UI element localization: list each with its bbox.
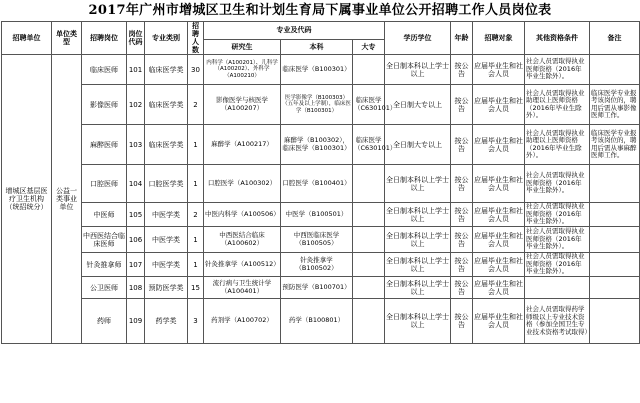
cell-graduate: 口腔医学（A100302） (204, 165, 281, 203)
cell-category: 临床医学类 (145, 125, 188, 165)
cell-category: 口腔医学类 (145, 165, 188, 203)
cell-graduate: 中西医结合临床（A100602） (204, 227, 281, 253)
cell-age: 按公告 (451, 55, 473, 85)
cell-code: 108 (127, 277, 145, 299)
cell-code: 104 (127, 165, 145, 203)
cell-education: 全日制本科以上学士以上 (385, 253, 451, 277)
cell-education: 全日制大专以上 (385, 125, 451, 165)
header-unit: 招聘单位 (2, 22, 52, 55)
cell-target: 应届毕业生和社会人员 (473, 55, 525, 85)
cell-target: 应届毕业生和社会人员 (473, 227, 525, 253)
cell-target: 应届毕业生和社会人员 (473, 277, 525, 299)
cell-other (525, 277, 590, 299)
cell-target: 应届毕业生和社会人员 (473, 203, 525, 227)
header-education: 学历学位 (385, 22, 451, 55)
header-position: 招聘岗位 (82, 22, 127, 55)
cell-college (353, 277, 385, 299)
cell-college: 临床医学（C630101） (353, 125, 385, 165)
cell-college (353, 299, 385, 344)
cell-target: 应届毕业生和社会人员 (473, 253, 525, 277)
cell-count: 1 (188, 165, 204, 203)
cell-code: 106 (127, 227, 145, 253)
cell-other: 社会人员需取得执业医师资格（2016年毕业生除外）。 (525, 253, 590, 277)
cell-graduate: 影像医学与核医学（A100207） (204, 85, 281, 125)
cell-college (353, 203, 385, 227)
table-row (2, 85, 640, 125)
cell-age: 按公告 (451, 253, 473, 277)
cell-graduate: 麻醉学（A100217） (204, 125, 281, 165)
cell-college (353, 227, 385, 253)
cell-age: 按公告 (451, 203, 473, 227)
header-major-group: 专业及代码 (204, 22, 385, 40)
cell-category: 中医学类 (145, 203, 188, 227)
cell-other: 社会人员需取得执业医师资格（2016年毕业生除外）。 (525, 165, 590, 203)
header-position-code: 岗位代码 (127, 22, 145, 55)
cell-note (590, 227, 640, 253)
cell-position: 中西医结合临床医师 (82, 227, 127, 253)
cell-target: 应届毕业生和社会人员 (473, 125, 525, 165)
cell-bachelor: 中医学（B100501） (281, 203, 353, 227)
cell-bachelor: 针灸推拿学（B100502） (281, 253, 353, 277)
cell-graduate: 内科学（A100201）、儿科学（A100202）、外科学（A100210） (204, 55, 281, 85)
header-target: 招聘对象 (473, 22, 525, 55)
cell-bachelor: 中西医临床医学（B100505） (281, 227, 353, 253)
cell-education: 全日制大专以上 (385, 85, 451, 125)
cell-college (353, 165, 385, 203)
cell-count: 30 (188, 55, 204, 85)
cell-note: 临床医学专业报考该岗位的，聘用后需从事影像医师工作。 (590, 85, 640, 125)
cell-count: 1 (188, 227, 204, 253)
table-row (2, 165, 640, 203)
cell-target: 应届毕业生和社会人员 (473, 85, 525, 125)
cell-education: 全日制本科以上学士以上 (385, 277, 451, 299)
table-row (2, 203, 640, 227)
cell-position: 麻醉医师 (82, 125, 127, 165)
cell-age: 按公告 (451, 277, 473, 299)
header-count: 招聘人数 (188, 22, 204, 55)
cell-education: 全日制本科以上学士以上 (385, 227, 451, 253)
cell-note: 临床医学专业报考该岗位的，聘用后需从事麻醉医师工作。 (590, 125, 640, 165)
cell-count: 2 (188, 203, 204, 227)
cell-note (590, 55, 640, 85)
header-college: 大专 (353, 39, 385, 54)
cell-target: 应届毕业生和社会人员 (473, 165, 525, 203)
table-row (2, 227, 640, 253)
cell-target: 应届毕业生和社会人员 (473, 299, 525, 344)
cell-other: 社会人员需取得药学师级以上专业技术资格（参加全国卫生专业技术资格考试取得） (525, 299, 590, 344)
cell-age: 按公告 (451, 299, 473, 344)
cell-bachelor: 临床医学（B100301） (281, 55, 353, 85)
cell-count: 2 (188, 85, 204, 125)
cell-other: 社会人员需取得执业助理以上医师资格（2016年毕业生除外）。 (525, 85, 590, 125)
cell-graduate: 针灸推拿学（A100512） (204, 253, 281, 277)
cell-position: 口腔医师 (82, 165, 127, 203)
cell-bachelor: 药学（B100801） (281, 299, 353, 344)
cell-graduate: 中医内科学（A100506） (204, 203, 281, 227)
cell-bachelor: 医学影像学（B100303）（五年及以上学制），临床医学（B100301） (281, 85, 353, 125)
cell-category: 预防医学类 (145, 277, 188, 299)
header-note: 备注 (590, 22, 640, 55)
cell-position: 中医师 (82, 203, 127, 227)
cell-bachelor: 口腔医学（B100401） (281, 165, 353, 203)
cell-category: 中医学类 (145, 227, 188, 253)
cell-note (590, 203, 640, 227)
cell-age: 按公告 (451, 227, 473, 253)
cell-category: 药学类 (145, 299, 188, 344)
table-row (2, 299, 640, 344)
cell-code: 101 (127, 55, 145, 85)
cell-code: 102 (127, 85, 145, 125)
job-table (1, 21, 640, 344)
cell-other: 社会人员需取得执业助理以上医师资格（2016年毕业生除外）。 (525, 125, 590, 165)
header-row (2, 22, 640, 40)
cell-count: 1 (188, 125, 204, 165)
cell-note (590, 299, 640, 344)
cell-note (590, 277, 640, 299)
cell-position: 临床医师 (82, 55, 127, 85)
cell-college (353, 253, 385, 277)
header-bachelor: 本科 (281, 39, 353, 54)
cell-college: 临床医学（C630101） (353, 85, 385, 125)
table-row (2, 55, 640, 85)
header-graduate: 研究生 (204, 39, 281, 54)
cell-education: 全日制本科以上学士以上 (385, 203, 451, 227)
cell-count: 15 (188, 277, 204, 299)
header-age: 年龄 (451, 22, 473, 55)
cell-bachelor: 预防医学（B100701） (281, 277, 353, 299)
cell-position: 针灸推拿师 (82, 253, 127, 277)
page-title: 2017年广州市增城区卫生和计划生育局下属事业单位公开招聘工作人员岗位表 (88, 3, 552, 18)
cell-category: 临床医学类 (145, 85, 188, 125)
cell-code: 107 (127, 253, 145, 277)
table-row (2, 125, 640, 165)
cell-college (353, 55, 385, 85)
cell-code: 109 (127, 299, 145, 344)
cell-age: 按公告 (451, 85, 473, 125)
cell-position: 药师 (82, 299, 127, 344)
cell-code: 105 (127, 203, 145, 227)
cell-code: 103 (127, 125, 145, 165)
header-other: 其他资格条件 (525, 22, 590, 55)
cell-category: 中医学类 (145, 253, 188, 277)
cell-other: 社会人员需取得执业医师资格（2016年毕业生除外）。 (525, 55, 590, 85)
cell-graduate: 流行病与卫生统计学（A100401） (204, 277, 281, 299)
cell-position: 公卫医师 (82, 277, 127, 299)
cell-education: 全日制本科以上学士以上 (385, 299, 451, 344)
cell-other: 社会人员需取得执业医师资格（2016年毕业生除外）。 (525, 227, 590, 253)
table-row (2, 277, 640, 299)
cell-position: 影像医师 (82, 85, 127, 125)
cell-education: 全日制本科以上学士以上 (385, 55, 451, 85)
cell-other: 社会人员需取得执业医师资格（2016年毕业生除外）。 (525, 203, 590, 227)
cell-graduate: 药剂学（A100702） (204, 299, 281, 344)
cell-bachelor: 麻醉学（B100302），临床医学（B100301） (281, 125, 353, 165)
cell-unit-type: 公益一类事业单位 (52, 55, 82, 344)
header-unit-type: 单位类型 (52, 22, 82, 55)
cell-category: 临床医学类 (145, 55, 188, 85)
cell-note (590, 165, 640, 203)
cell-education: 全日制本科以上学士以上 (385, 165, 451, 203)
header-category: 专业类别 (145, 22, 188, 55)
cell-note (590, 253, 640, 277)
cell-unit-name: 增城区基层医疗卫生机构（统招统分） (2, 55, 52, 344)
cell-count: 1 (188, 253, 204, 277)
cell-count: 3 (188, 299, 204, 344)
cell-age: 按公告 (451, 125, 473, 165)
cell-age: 按公告 (451, 165, 473, 203)
table-row (2, 253, 640, 277)
